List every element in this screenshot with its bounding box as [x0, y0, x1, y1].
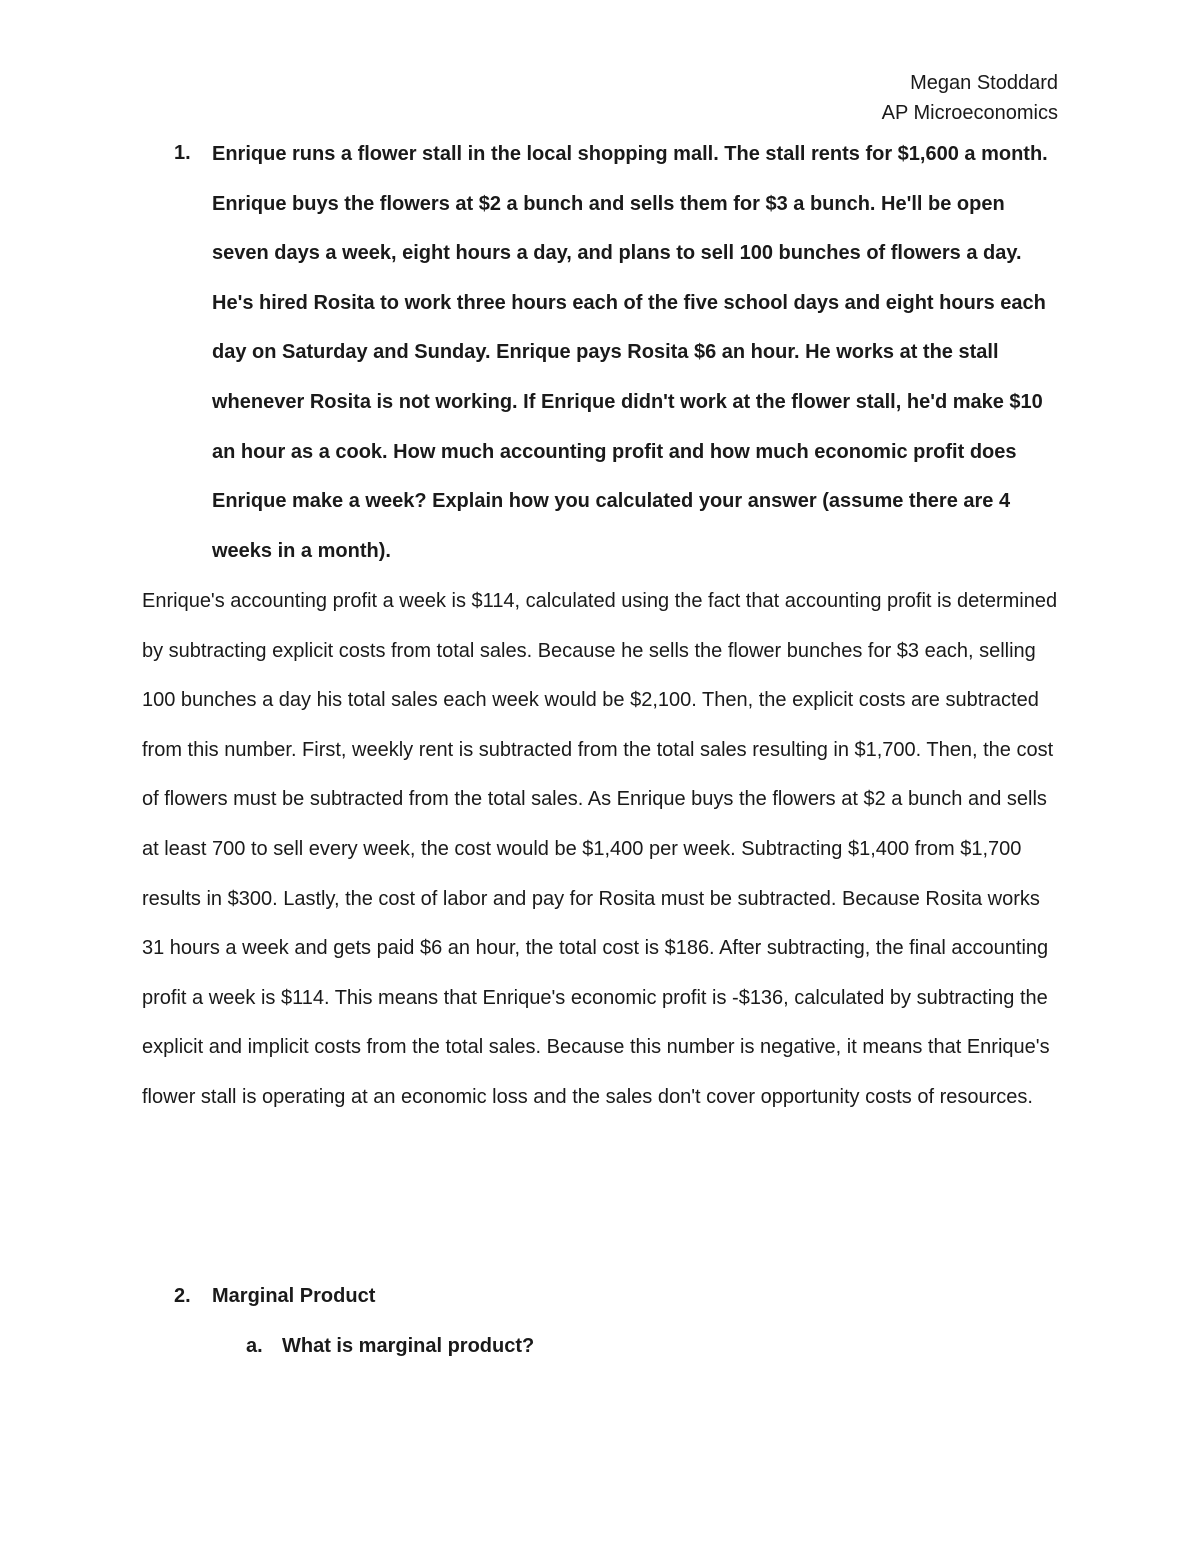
question-1-text: Enrique runs a flower stall in the local shopping mall. The stall rents for $1,600 a month. Enrique buys the flowers at $2 a bunch and sells them for $3 a bunch. He'll be open seven days a week, eight hours a day, and plans to sell 100 bunches of flowers a day. He's hired Rosita to work three hours each of the five school days and eight hours each day on Saturday and Sunday. Enrique pays Rosita $6 an hour. He works at the stall whenever Rosita is not working. If Enrique didn't work at the flower stall, he'd make $10 an hour as a cook. How much accounting profit and how much economic profit does Enrique make a week? Explain how you calculated your answer (assume there are 4 weeks in a month).: [212, 143, 1048, 562]
question-2a-text: What is marginal product?: [282, 1335, 535, 1357]
question-1-number: 1.: [174, 142, 191, 164]
question-2-number: 2.: [174, 1285, 191, 1307]
author-name: Megan Stoddard: [910, 72, 1058, 94]
answer-1-paragraph: Enrique's accounting profit a week is $114, calculated using the fact that accounting profit is determined by subtracting explicit costs from total sales. Because he sells the flower bunches for $3 each, selling 100 bunches a day his total sales each week would be $2,100. Then, the explicit costs are subtracted from this number. First, weekly rent is subtracted from the total sales resulting in $1,700. Then, the cost of flowers must be subtracted from the total sales. As Enrique buys the flowers at $2 a bunch and sells at least 700 to sell every week, the cost would be $1,400 per week. Subtracting $1,400 from $1,700 results in $300. Lastly, the cost of labor and pay for Rosita must be subtracted. Because Rosita works 31 hours a week and gets paid $6 an hour, the total cost is $186. After subtracting, the final accounting profit a week is $114. This means that Enrique's economic profit is -$136, calculated by subtracting the explicit and implicit costs from the total sales. Because this number is negative, it means that Enrique's flower stall is operating at an economic loss and the sales don't cover opportunity costs of resources.: [142, 590, 1058, 1108]
question-1: [174, 130, 1064, 576]
document-header: [882, 68, 1058, 128]
question-2-title: Marginal Product: [212, 1285, 376, 1307]
question-2: [174, 1281, 1064, 1311]
course-name: AP Microeconomics: [881, 102, 1058, 124]
question-2a-letter: a.: [246, 1335, 263, 1357]
question-2a: [246, 1331, 534, 1361]
